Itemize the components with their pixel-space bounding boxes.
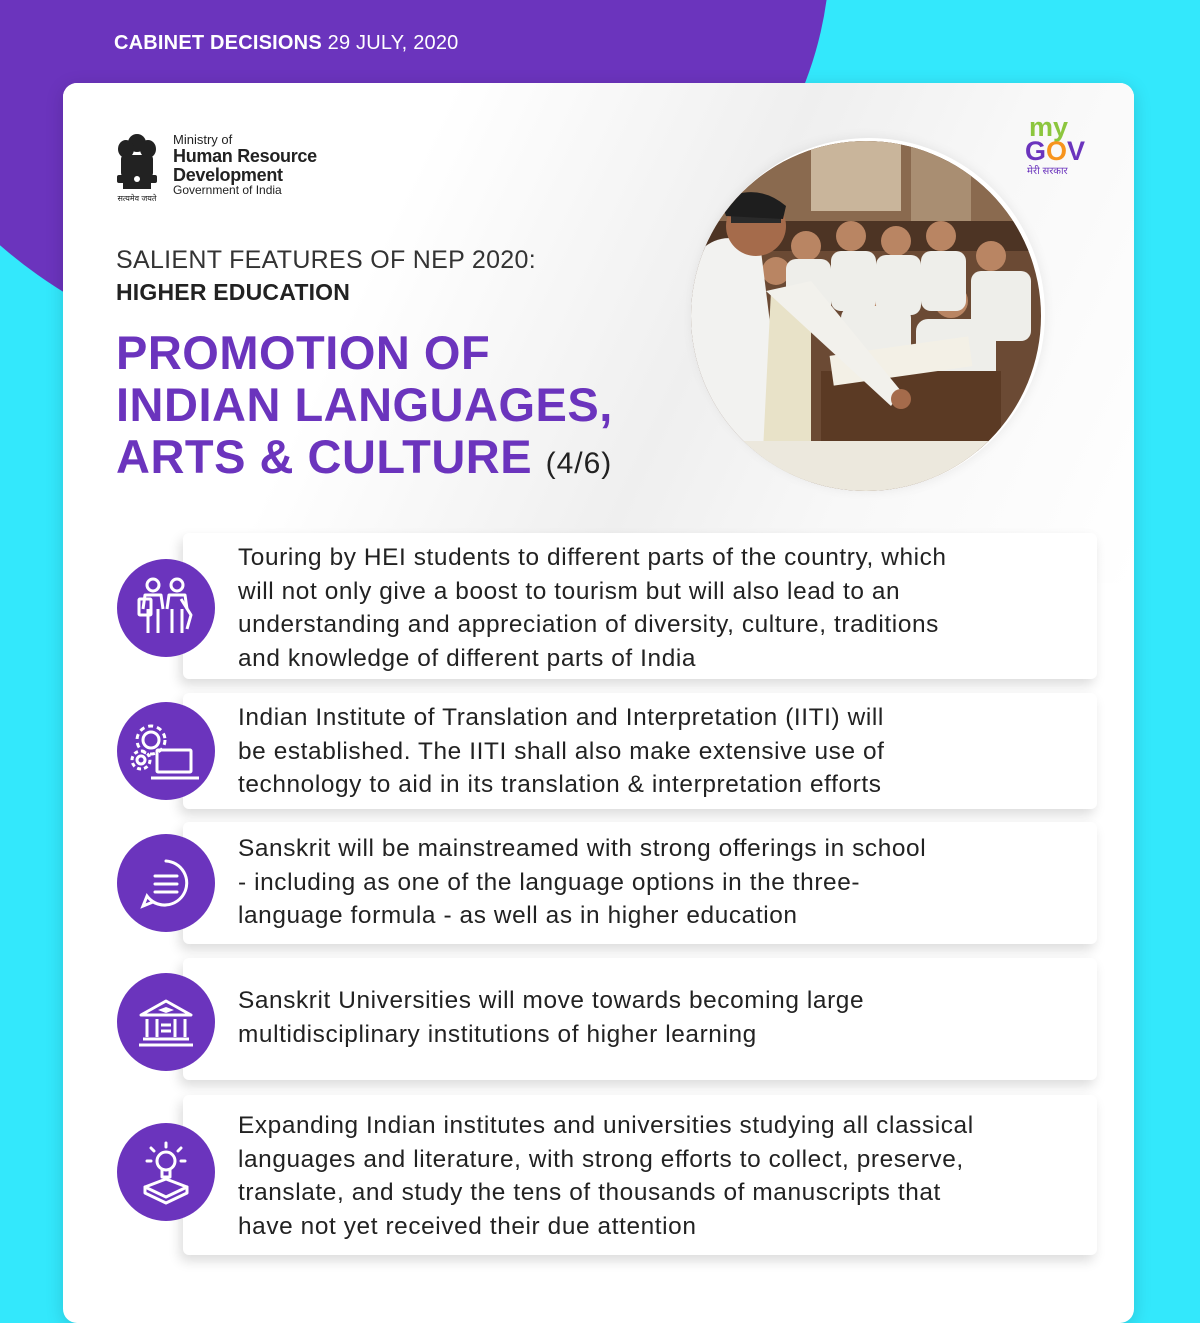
title-line1: PROMOTION OF	[116, 326, 491, 379]
feature-item-1	[183, 533, 1097, 679]
ministry-line4: Government of India	[173, 183, 282, 198]
subtitle-line2: HIGHER EDUCATION	[116, 279, 351, 305]
feature-line: be established. The IITI shall also make extensive use of	[238, 737, 885, 765]
feature-item-3	[183, 822, 1097, 944]
feature-line: technology to aid in its translation & interpretation efforts	[238, 771, 882, 798]
cabinet-decisions-label	[114, 32, 459, 55]
feature-item-text	[238, 1109, 974, 1243]
feature-line: multidisciplinary institutions of higher learning	[238, 1020, 757, 1048]
gear-laptop-icon	[117, 702, 215, 800]
ministry-line1: Ministry of	[173, 132, 233, 147]
subtitle-line1: SALIENT FEATURES OF NEP 2020:	[116, 246, 536, 274]
mygov-logo-my: my	[1029, 112, 1069, 142]
feature-line: translate, and study the tens of thousands of manuscripts that	[238, 1179, 941, 1206]
mygov-logo	[1025, 112, 1115, 185]
mygov-logo-o: O	[1046, 136, 1068, 166]
feature-item-text	[238, 541, 947, 675]
title-line2: INDIAN LANGUAGES,	[116, 378, 613, 431]
title-line3-wrap	[116, 431, 613, 490]
emblem-motto: सत्यमेव जयते	[117, 194, 157, 203]
feature-line: and knowledge of different parts of India	[238, 644, 697, 672]
feature-line: languages and literature, with strong efforts to collect, preserve,	[238, 1145, 964, 1173]
feature-line: Expanding Indian institutes and universities studying all classical	[238, 1112, 974, 1139]
feature-line: language formula - as well as in higher education	[238, 902, 798, 929]
title-count: (4/6)	[545, 447, 613, 480]
lightbulb-book-icon	[117, 1123, 215, 1221]
mygov-logo-v: V	[1067, 136, 1086, 166]
cabinet-decisions-text: CABINET DECISIONS	[114, 32, 322, 54]
feature-line: have not yet received their due attention	[238, 1212, 697, 1240]
feature-line: understanding and appreciation of diversity, culture, traditions	[238, 611, 939, 638]
national-emblem-icon	[113, 131, 161, 205]
feature-item-2	[183, 693, 1097, 809]
page-title	[116, 327, 613, 490]
feature-item-text	[238, 832, 926, 933]
feature-line: Touring by HEI students to different parts of the country, which	[238, 544, 947, 571]
university-icon	[117, 973, 215, 1071]
content-card	[63, 83, 1134, 1323]
feature-line: - including as one of the language options in the three-	[238, 868, 861, 896]
feature-line: Sanskrit Universities will move towards becoming large	[238, 987, 865, 1014]
feature-item-4	[183, 958, 1097, 1080]
mygov-logo-gov	[1025, 136, 1115, 166]
feature-line: Sanskrit will be mainstreamed with strong offerings in school	[238, 835, 927, 862]
ministry-block	[173, 133, 317, 197]
feature-item-5	[183, 1095, 1097, 1255]
feature-line: will not only give a boost to tourism but will also lead to an	[238, 577, 901, 605]
ministry-line2: Human Resource	[173, 145, 317, 166]
feature-item-text	[238, 984, 864, 1051]
students-icon	[117, 559, 215, 657]
classroom-photo	[691, 141, 1041, 491]
decision-date: 29 JULY, 2020	[327, 32, 459, 54]
title-line3: ARTS & CULTURE	[116, 430, 533, 483]
mygov-tagline: मेरी सरकार	[1027, 166, 1068, 177]
mygov-logo-g: G	[1025, 136, 1047, 166]
feature-line: Indian Institute of Translation and Interpretation (IITI) will	[238, 704, 884, 731]
speech-bubble-icon	[117, 834, 215, 932]
ministry-line3: Development	[173, 164, 283, 185]
feature-item-text	[238, 701, 885, 802]
